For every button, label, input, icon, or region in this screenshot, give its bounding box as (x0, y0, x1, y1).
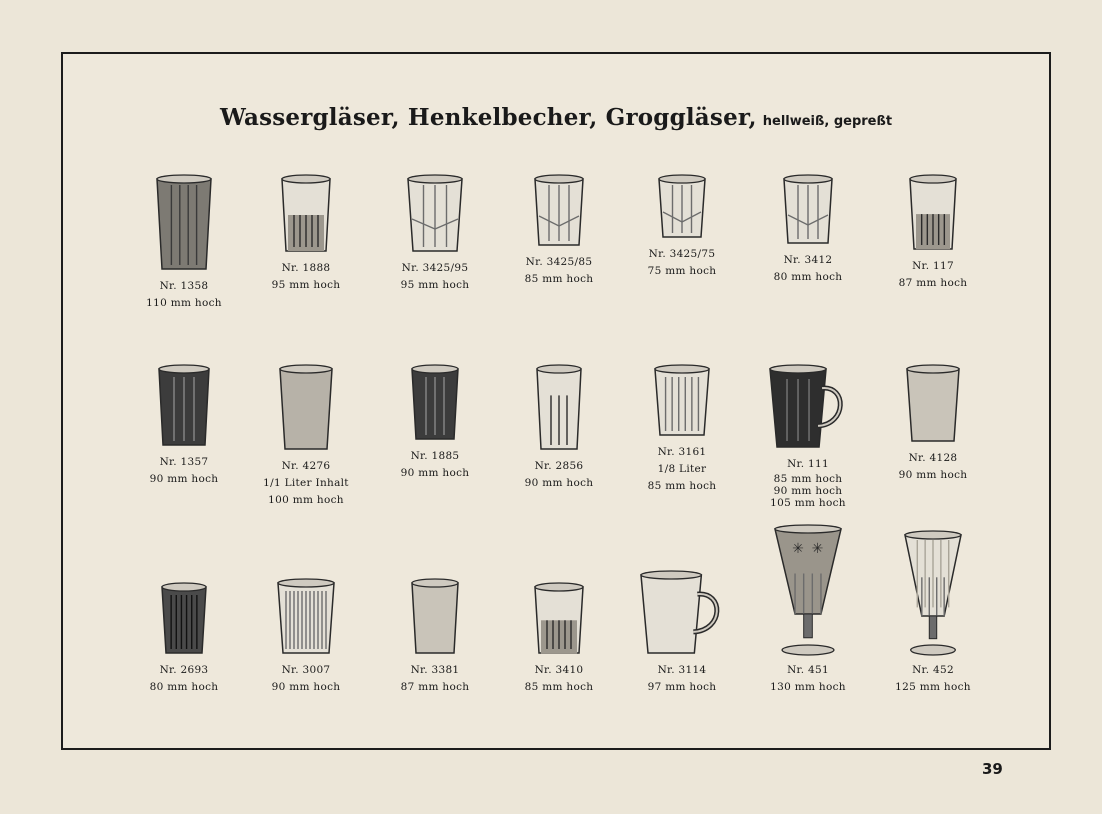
glass-illustration (279, 174, 333, 254)
item-number: Nr. 1885 (410, 450, 460, 462)
glass-illustration (405, 174, 465, 254)
item-spec: 90 mm hoch (400, 467, 470, 479)
item-spec: 105 mm hoch (770, 497, 846, 509)
glass-illustration (638, 570, 726, 656)
glass-item (746, 174, 870, 286)
item-number: Nr. 1357 (159, 456, 209, 468)
item-spec: 85 mm hoch (773, 473, 843, 485)
item-spec: 1/8 Liter (657, 463, 707, 475)
item-spec: 80 mm hoch (149, 681, 219, 693)
item-spec: 130 mm hoch (770, 681, 846, 693)
glass-illustration (907, 174, 959, 252)
svg-text:✳: ✳ (792, 540, 804, 557)
item-spec: 90 mm hoch (524, 477, 594, 489)
glass-item (871, 530, 995, 696)
glass-item (871, 174, 995, 292)
glass-item (373, 364, 497, 482)
item-number: Nr. 451 (787, 664, 829, 676)
glass-item (244, 364, 368, 509)
item-number: Nr. 4128 (908, 452, 958, 464)
glass-item (497, 364, 621, 492)
item-spec: 95 mm hoch (400, 279, 470, 291)
item-spec: 100 mm hoch (268, 494, 344, 506)
item-spec: 110 mm hoch (146, 297, 222, 309)
item-spec: 90 mm hoch (271, 681, 341, 693)
item-spec: 87 mm hoch (400, 681, 470, 693)
glass-illustration (781, 174, 835, 246)
glass-illustration (275, 578, 337, 656)
item-number: Nr. 3425/95 (401, 262, 469, 274)
item-spec: 95 mm hoch (271, 279, 341, 291)
glass-item (620, 174, 744, 280)
item-spec: 97 mm hoch (647, 681, 717, 693)
glass-illustration (409, 578, 461, 656)
item-spec: 87 mm hoch (898, 277, 968, 289)
item-number: Nr. 3412 (783, 254, 833, 266)
item-number: Nr. 1358 (159, 280, 209, 292)
glass-illustration (772, 524, 844, 656)
glass-illustration (532, 174, 586, 248)
title-main: Wassergläser, Henkelbecher, Groggläser, (219, 104, 757, 131)
item-number: Nr. 3007 (281, 664, 331, 676)
glass-item (122, 582, 246, 696)
item-spec: 80 mm hoch (773, 271, 843, 283)
glass-illustration (534, 364, 584, 452)
title-subtitle: hellweiß, gepreßt (762, 114, 893, 129)
page-number: 39 (982, 760, 1003, 778)
item-spec: 125 mm hoch (895, 681, 971, 693)
catalog-title (63, 104, 1049, 131)
item-number: Nr. 2856 (534, 460, 584, 472)
item-number: Nr. 3114 (657, 664, 707, 676)
item-spec: 90 mm hoch (773, 485, 843, 497)
glass-item (620, 570, 744, 696)
item-number: Nr. 3161 (657, 446, 707, 458)
glass-illustration (159, 582, 209, 656)
glass-item (620, 364, 744, 495)
item-number: Nr. 3425/85 (525, 256, 593, 268)
glass-item (497, 582, 621, 696)
item-number: Nr. 3410 (534, 664, 584, 676)
glass-illustration (652, 364, 712, 438)
glass-illustration (156, 364, 212, 448)
item-spec: 85 mm hoch (647, 480, 717, 492)
item-number: Nr. 3381 (410, 664, 460, 676)
glass-illustration (409, 364, 461, 442)
glass-item (244, 578, 368, 696)
glass-item (373, 174, 497, 294)
item-number: Nr. 2693 (159, 664, 209, 676)
glass-item (746, 524, 870, 696)
glass-item (746, 364, 870, 509)
item-spec: 85 mm hoch (524, 681, 594, 693)
glass-illustration (532, 582, 586, 656)
glass-item (122, 174, 246, 312)
glass-item (122, 364, 246, 488)
item-spec: 1/1 Liter Inhalt (263, 477, 349, 489)
glass-item (244, 174, 368, 294)
item-spec: 90 mm hoch (149, 473, 219, 485)
glass-item (497, 174, 621, 288)
glass-illustration (154, 174, 214, 272)
item-number: Nr. 111 (787, 458, 829, 470)
glass-illustration (904, 364, 962, 444)
catalog-frame (61, 52, 1051, 750)
glass-item (373, 578, 497, 696)
svg-text:✳: ✳ (811, 540, 824, 557)
item-spec: 75 mm hoch (647, 265, 717, 277)
item-number: Nr. 452 (912, 664, 954, 676)
glass-illustration (277, 364, 335, 452)
item-spec: 85 mm hoch (524, 273, 594, 285)
item-number: Nr. 4276 (281, 460, 331, 472)
item-number: Nr. 1888 (281, 262, 331, 274)
item-number: Nr. 117 (912, 260, 954, 272)
glass-illustration (767, 364, 849, 450)
glass-illustration (656, 174, 708, 240)
glass-item (871, 364, 995, 484)
item-number: Nr. 3425/75 (648, 248, 716, 260)
item-spec: 90 mm hoch (898, 469, 968, 481)
glass-illustration (902, 530, 964, 656)
